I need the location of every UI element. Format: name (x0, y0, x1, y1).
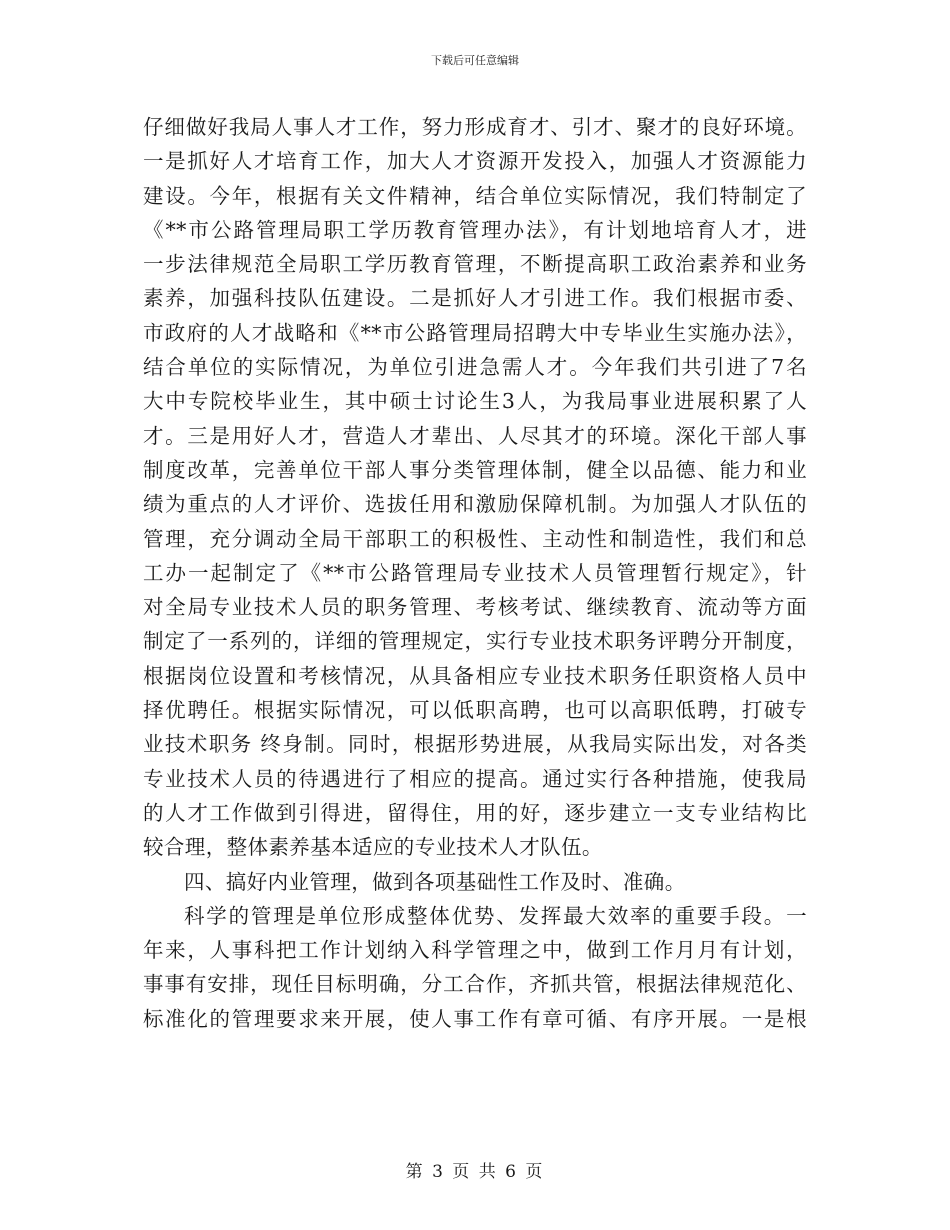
text-line: 事事有安排，现任目标明确，分工合作，齐抓共管，根据法律规范化、 (143, 972, 807, 997)
text-line: 标准化的管理要求来开展，使人事工作有章可循、有序开展。一是根 (143, 1006, 807, 1031)
text-line: 较合理，整体素养基本适应的专业技术人才队伍。 (143, 835, 603, 860)
text-line: 一步法律规范全局职工学历教育管理，不断提高职工政治素养和业务 (143, 252, 807, 277)
text-line: 的人才工作做到引得进，留得住，用的好，逐步建立一支专业结构比 (143, 800, 807, 825)
text-line: 《**市公路管理局职工学历教育管理办法》，有计划地培育人才，进 (143, 217, 807, 242)
text-line: 制度改革，完善单位干部人事分类管理体制，健全以品德、能力和业 (143, 457, 807, 482)
text-line: 结合单位的实际情况，为单位引进急需人才。今年我们共引进了7名 (143, 355, 807, 380)
page-footer: 第 3 页 共 6 页 (405, 1162, 545, 1182)
text-line: 大中专院校毕业生，其中硕士讨论生3人，为我局事业进展积累了人 (143, 389, 807, 414)
text-line: 才。三是用好人才，营造人才辈出、人尽其才的环境。深化干部人事 (143, 423, 807, 448)
text-line: 专业技术人员的待遇进行了相应的提高。通过实行各种措施，使我局 (143, 766, 807, 791)
text-line: 制定了一系列的，详细的管理规定，实行专业技术职务评聘分开制度， (143, 629, 807, 654)
text-line: 根据岗位设置和考核情况，从具备相应专业技术职务任职资格人员中 (143, 663, 807, 688)
text-line: 业技术职务 终身制。同时，根据形势进展，从我局实际出发，对各类 (143, 732, 807, 757)
text-line: 仔细做好我局人事人才工作，努力形成育才、引才、聚才的良好环境。 (143, 115, 807, 139)
text-line: 年来，人事科把工作计划纳入科学管理之中，做到工作月月有计划， (143, 938, 807, 963)
page-header: 下载后可任意编辑 (431, 54, 519, 67)
document-body (143, 110, 807, 1036)
text-line: 择优聘任。根据实际情况，可以低职高聘，也可以高职低聘，打破专 (143, 698, 807, 723)
text-line: 素养，加强科技队伍建设。二是抓好人才引进工作。我们根据市委、 (143, 286, 807, 311)
text-line: 对全局专业技术人员的职务管理、考核考试、继续教育、流动等方面 (143, 595, 807, 620)
text-line: 四、搞好内业管理，做到各项基础性工作及时、准确。 (184, 869, 686, 894)
text-line: 工办一起制定了《**市公路管理局专业技术人员管理暂行规定》，针 (143, 560, 807, 585)
text-line: 一是抓好人才培育工作，加大人才资源开发投入，加强人才资源能力 (143, 149, 807, 174)
text-line: 科学的管理是单位形成整体优势、发挥最大效率的重要手段。一 (184, 903, 807, 928)
text-line: 建设。今年，根据有关文件精神，结合单位实际情况，我们特制定了 (143, 183, 807, 208)
text-line: 管理，充分调动全局干部职工的积极性、主动性和制造性，我们和总 (143, 526, 807, 551)
text-line: 市政府的人才战略和《**市公路管理局招聘大中专毕业生实施办法》， (143, 320, 807, 345)
text-line: 绩为重点的人才评价、选拔任用和激励保障机制。为加强人才队伍的 (143, 492, 807, 517)
